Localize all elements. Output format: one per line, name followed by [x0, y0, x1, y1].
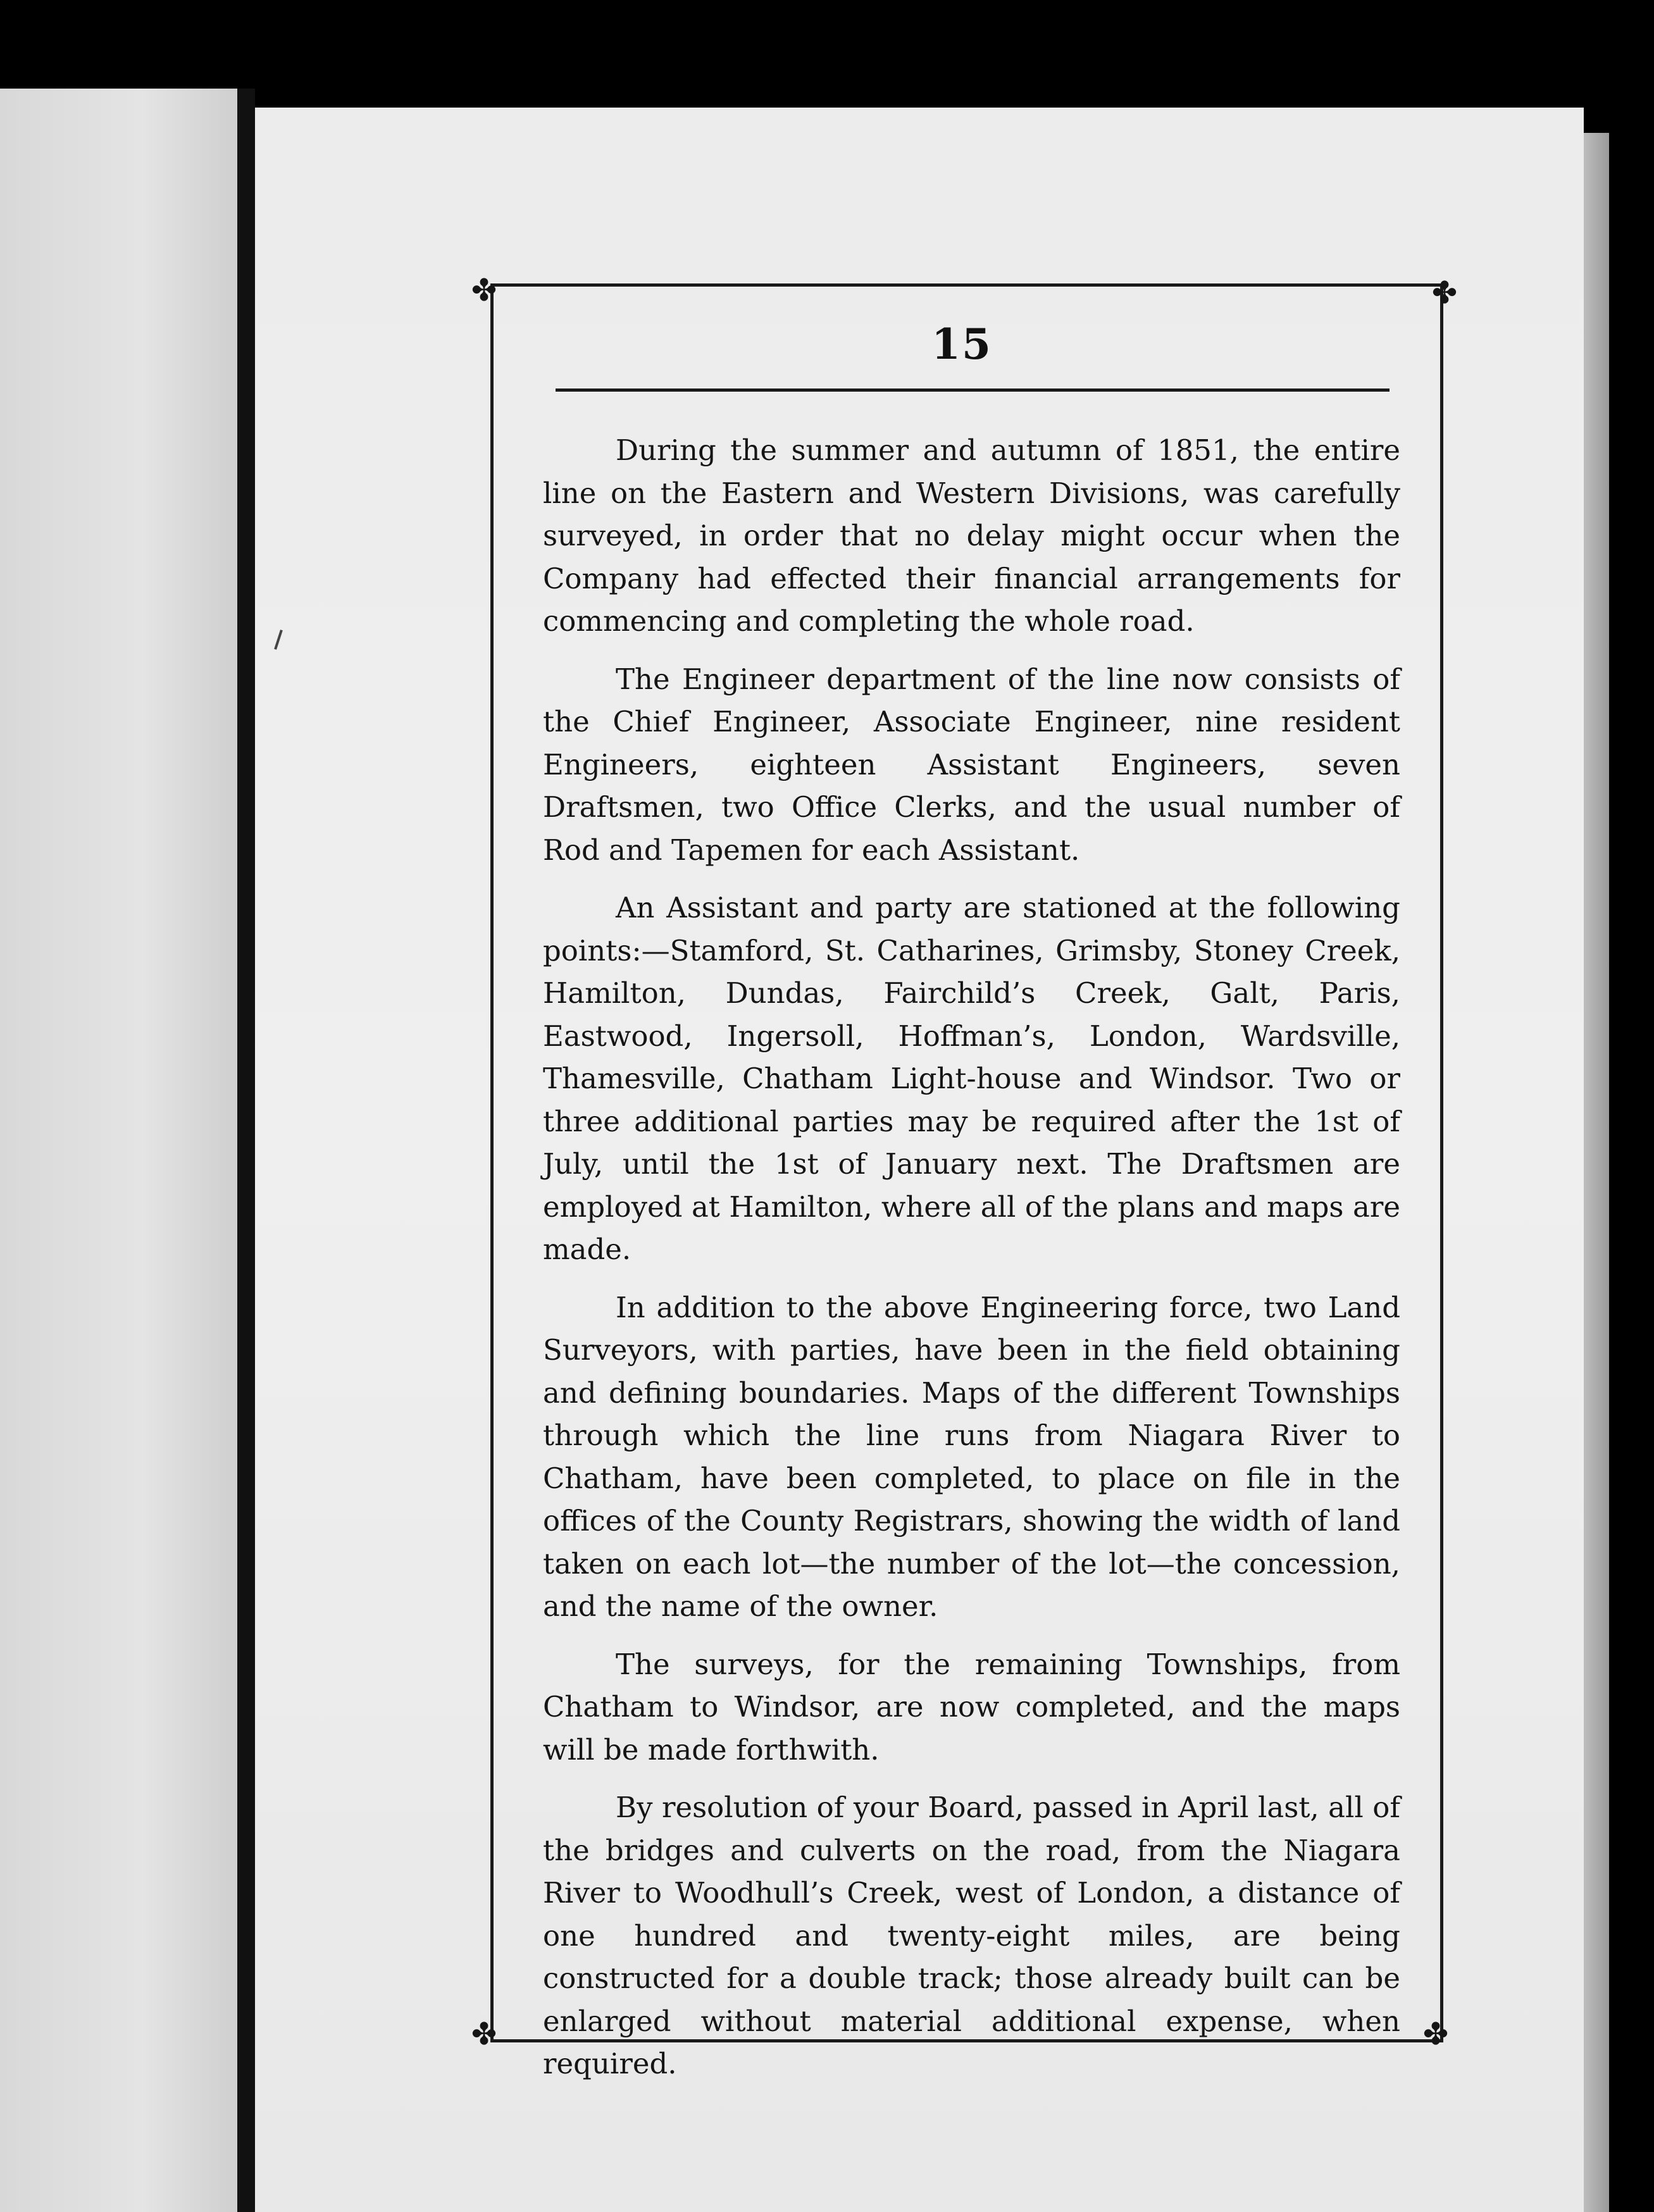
paragraph: During the summer and autumn of 1851, the entire line on the Eastern and Western Divisions, was carefully surveyed, in order that no delay might occur when the Company had effected their financial arrangements for commencing and completing the whole road. [543, 433, 1400, 638]
paragraph: The surveys, for the remaining Townships, from Chatham to Windsor, are now completed, and the maps will be made forthwith. [543, 1647, 1400, 1767]
corner-ornament-icon: ✤ [471, 273, 497, 308]
page-edge [1584, 133, 1609, 2212]
corner-ornament-icon: ✤ [1431, 275, 1458, 311]
header-rule [556, 388, 1390, 392]
body-text [543, 429, 1400, 2101]
corner-ornament-icon: ✤ [1422, 2016, 1449, 2052]
facing-page-left [0, 89, 237, 2212]
paragraph: The Engineer department of the line now consists of the Chief Engineer, Associate Engineer, nine resident Engineers, eighteen Assistant Engineers, seven Draftsmen, two Office Clerks, and the usual number of Rod and Tapemen for each Assistant. [543, 662, 1400, 867]
paragraph: In addition to the above Engineering force, two Land Surveyors, with parties, have been in the field obtaining and defining boundaries. Maps of the different Townships through which the line runs from Niagara River to Chatham, have been completed, to place on file in the offices of the County Registrars, showing the width of land taken on each lot—the number of the lot—the concession, and the name of the owner. [543, 1290, 1400, 1623]
paragraph: By resolution of your Board, passed in April last, all of the bridges and culverts on the road, from the Niagara River to Woodhull’s Creek, west of London, a distance of one hundred and twenty-eight miles, are being constructed for a double track; those already built can be enlarged without material additional expense, when required. [543, 1791, 1400, 2080]
book-gutter [237, 89, 255, 2212]
page-number: 15 [931, 320, 992, 369]
corner-ornament-icon: ✤ [471, 2016, 497, 2052]
paragraph: An Assistant and party are stationed at the following points:—Stamford, St. Catharines, Grimsby, Stoney Creek, Hamilton, Dundas, Fairchild’s Creek, Galt, Paris, Eastwood, Ingersoll, Hoffman’s, London, Wardsville, Thamesville, Chatham Light-house and Windsor. Two or three additional parties may be required after the 1st of July, until the 1st of January next. The Draftsmen are employed at Hamilton, where all of the plans and maps are made. [543, 891, 1400, 1266]
